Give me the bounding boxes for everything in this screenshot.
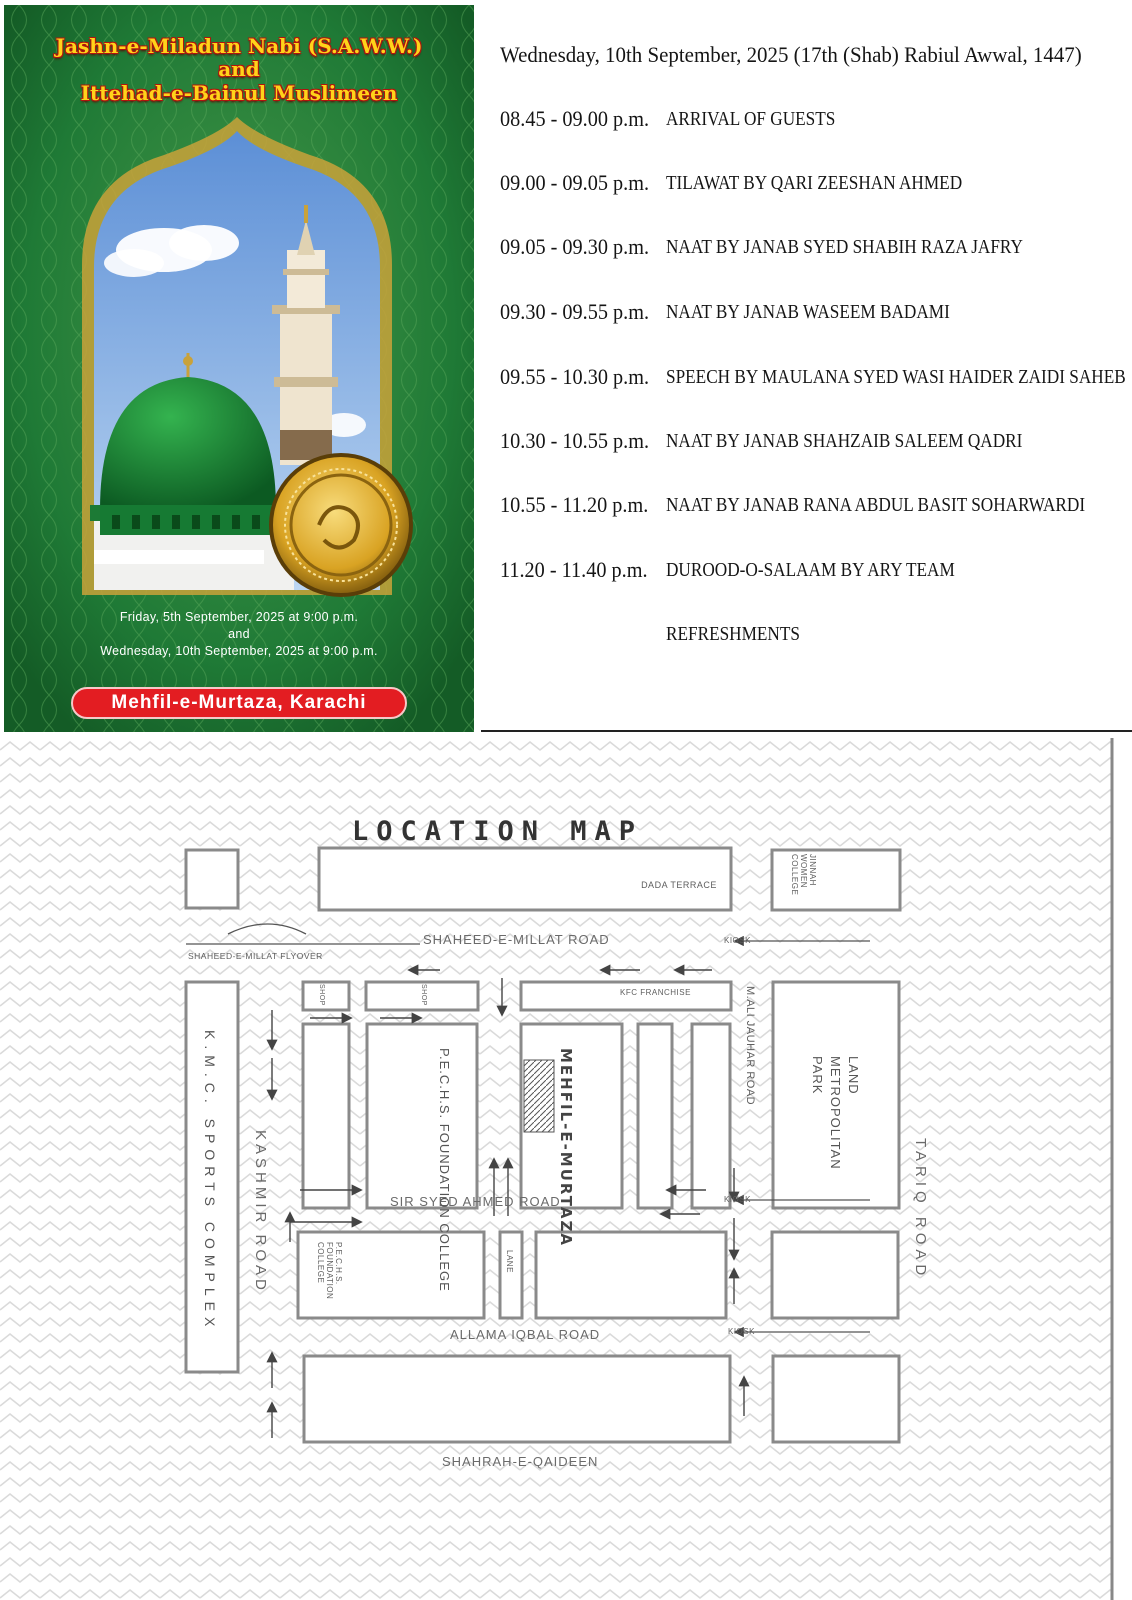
road-label: SHAHEED-E-MILLAT ROAD xyxy=(423,932,610,947)
schedule-event: NAAT BY JANAB WASEEM BADAMI xyxy=(666,301,950,323)
landmark-label: KIOSK xyxy=(724,936,751,945)
map-title: LOCATION MAP xyxy=(352,816,644,847)
venue-banner: Mehfil-e-Murtaza, Karachi xyxy=(71,687,407,719)
landmark-label: K.M.C. SPORTS COMPLEX xyxy=(202,1030,218,1333)
landmark-label: DADA TERRACE xyxy=(641,880,717,890)
schedule-event: NAAT BY JANAB SHAHZAIB SALEEM QADRI xyxy=(666,430,1023,452)
landmark-label: KIOSK xyxy=(728,1327,755,1336)
building-block xyxy=(304,1356,730,1442)
schedule-event: DUROOD-O-SALAAM BY ARY TEAM xyxy=(666,559,955,581)
building-block xyxy=(692,1024,730,1208)
schedule-event: NAAT BY JANAB SYED SHABIH RAZA JAFRY xyxy=(666,236,1023,258)
event-poster xyxy=(4,5,474,732)
building-block xyxy=(772,1232,898,1318)
location-map xyxy=(0,738,1132,1600)
poster-date-2: Wednesday, 10th September, 2025 at 9:00 p.m. xyxy=(100,644,378,658)
landmark-label: SHOP xyxy=(420,984,427,1006)
landmark-label: SHOP xyxy=(318,984,325,1006)
landmark-label: SHAHEED-E-MILLAT FLYOVER xyxy=(188,951,323,961)
landmark-label: P.E.C.H.S. FOUNDATION COLLEGE xyxy=(437,1048,452,1292)
landmark-label: KIOSK xyxy=(724,1195,751,1204)
building-block xyxy=(186,850,238,908)
schedule-event: NAAT BY JANAB RANA ABDUL BASIT SOHARWARDI xyxy=(666,494,1086,516)
schedule-time: 09.55 - 10.30 p.m. xyxy=(500,364,650,389)
road-label: TARIQ ROAD xyxy=(912,1138,929,1281)
schedule-event: TILAWAT BY QARI ZEESHAN AHMED xyxy=(666,172,963,194)
venue-marker xyxy=(524,1060,554,1132)
poster-title-line1: Jashn-e-Miladun Nabi (S.A.W.W.) xyxy=(55,34,423,58)
landmark-label: LAND METROPOLITAN PARK xyxy=(810,1056,861,1170)
building-block xyxy=(773,1356,899,1442)
schedule-time: 09.05 - 09.30 p.m. xyxy=(500,234,650,259)
building-block xyxy=(638,1024,672,1208)
road-label: SHAHRAH-E-QAIDEEN xyxy=(442,1454,599,1469)
road-label: SIR SYED AHMED ROAD xyxy=(390,1194,561,1209)
venue-label: MEHFIL-E-MURTAZA xyxy=(557,1048,575,1247)
schedule-time: 10.30 - 10.55 p.m. xyxy=(500,428,650,453)
schedule-event: REFRESHMENTS xyxy=(666,623,800,645)
landmark-label: KFC FRANCHISE xyxy=(620,988,691,997)
schedule-time: 11.20 - 11.40 p.m. xyxy=(500,557,648,582)
schedule-time: 10.55 - 11.20 p.m. xyxy=(500,492,649,517)
road-label: ALLAMA IQBAL ROAD xyxy=(450,1327,601,1342)
programme-heading: Wednesday, 10th September, 2025 (17th (Shab) Rabiul Awwal, 1447) xyxy=(500,42,1082,67)
programme-schedule xyxy=(474,0,1132,732)
building-block xyxy=(319,848,731,910)
schedule-time: 08.45 - 09.00 p.m. xyxy=(500,106,650,131)
road-label: KASHMIR ROAD xyxy=(252,1130,269,1294)
poster-title-line3: Ittehad-e-Bainul Muslimeen xyxy=(80,81,398,105)
schedule-event: SPEECH BY MAULANA SYED WASI HAIDER ZAIDI SAHEB xyxy=(666,366,1126,388)
poster-date-and: and xyxy=(228,627,250,641)
building-block xyxy=(303,982,349,1010)
landmark-label: LANE xyxy=(505,1250,514,1273)
schedule-time: 09.00 - 09.05 p.m. xyxy=(500,170,650,195)
landmark-label: JINNAH WOMEN COLLEGE xyxy=(790,854,817,896)
landmark-label: P.E.C.H.S. FOUNDATION COLLEGE xyxy=(316,1242,343,1300)
section-divider xyxy=(481,730,1132,732)
poster-date-1: Friday, 5th September, 2025 at 9:00 p.m. xyxy=(119,610,359,624)
poster-title-line2: and xyxy=(218,57,260,81)
road-label: M.ALI JAUHAR ROAD xyxy=(744,986,756,1106)
building-block xyxy=(500,1232,522,1318)
schedule-event: ARRIVAL OF GUESTS xyxy=(666,108,836,130)
building-block xyxy=(303,1024,349,1208)
schedule-time: 09.30 - 09.55 p.m. xyxy=(500,299,650,324)
